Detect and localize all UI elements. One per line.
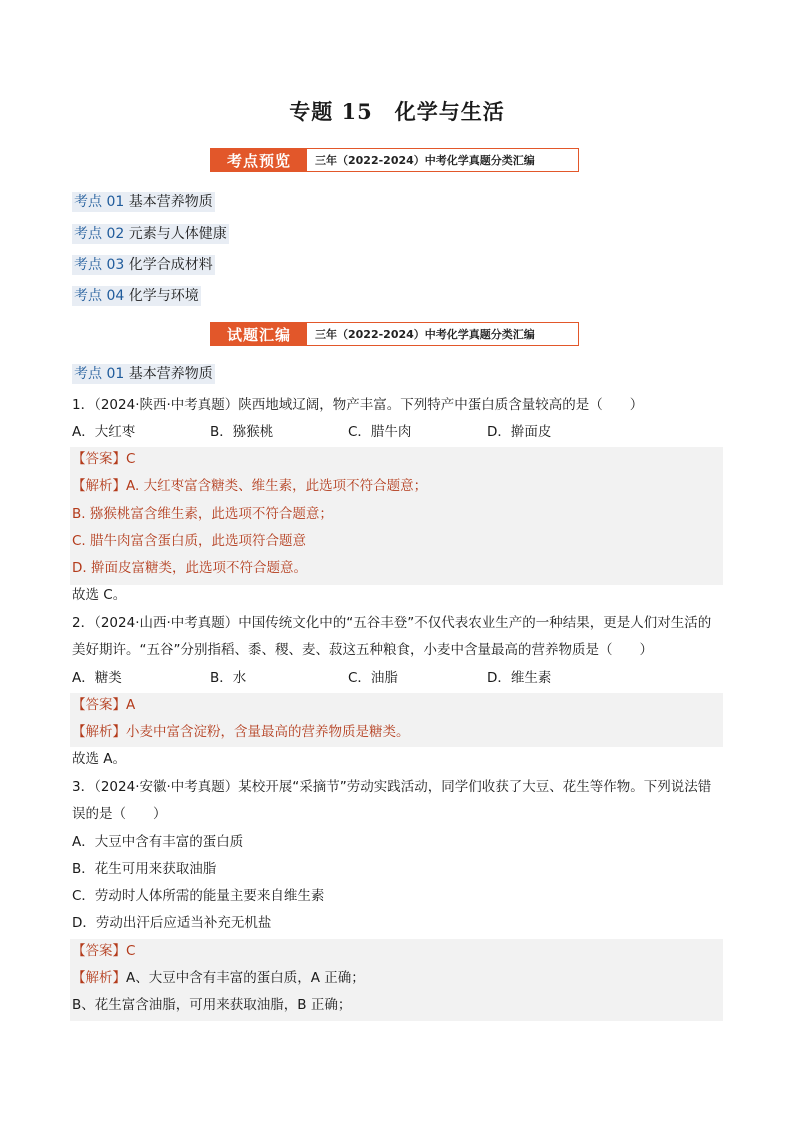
q2-answer — [72, 694, 135, 716]
banner-tag: 考点预览 — [211, 149, 307, 171]
q1-analysis-1 — [72, 475, 427, 497]
q2-stem-line2: 美好期许。“五谷”分别指稻、黍、稷、麦、菽这五种粮食，小麦中含量最高的营养物质是（ ） — [72, 642, 653, 658]
q3-option-b: B．花生可用来获取油脂 — [72, 861, 217, 877]
analysis-text: 小麦中富含淀粉，含量最高的营养物质是糖类。 — [126, 724, 410, 740]
q1-conclusion: 故选 C。 — [72, 587, 127, 603]
q2-option-b: B．水 — [210, 670, 247, 686]
q3-analysis-2: B、花生富含油脂，可用来获取油脂，B 正确； — [72, 997, 352, 1013]
answer-value: C — [126, 451, 136, 467]
analysis-text: A、大豆中含有丰富的蛋白质，A 正确； — [126, 970, 365, 986]
item-prefix: 考点 04 — [74, 288, 125, 304]
item-name: 化学与环境 — [128, 288, 199, 304]
item-name: 化学合成材料 — [128, 257, 213, 273]
q1-option-b: B．猕猴桃 — [210, 424, 274, 440]
q3-analysis-1 — [72, 967, 365, 989]
q2-conclusion: 故选 A。 — [72, 751, 127, 767]
q3-option-c: C．劳动时人体所需的能量主要来自维生素 — [72, 888, 325, 904]
q1-analysis-4: D. 擀面皮富糖类，此选项不符合题意。 — [72, 560, 307, 576]
overview-item-2[interactable] — [72, 224, 229, 244]
q3-option-d: D．劳动出汗后应适当补充无机盐 — [72, 915, 272, 931]
answer-label: 【答案】 — [72, 943, 126, 959]
q2-option-c: C．油脂 — [348, 670, 398, 686]
item-prefix: 考点 02 — [74, 226, 125, 242]
analysis-label: 【解析】 — [72, 724, 126, 740]
overview-item-3[interactable] — [72, 255, 215, 275]
q3-answer — [72, 940, 135, 962]
item-prefix: 考点 03 — [74, 257, 125, 273]
overview-item-1[interactable] — [72, 192, 215, 212]
banner-subtitle: 三年（2022-2024）中考化学真题分类汇编 — [315, 328, 535, 341]
q2-stem-line1: 2．（2024·山西·中考真题）中国传统文化中的“五谷丰登”不仅代表农业生产的一种结果，更是人们对生活的 — [72, 615, 712, 631]
analysis-label: 【解析】 — [72, 478, 126, 494]
banner-questions — [210, 322, 579, 346]
q1-option-c: C．腊牛肉 — [348, 424, 412, 440]
answer-label: 【答案】 — [72, 697, 126, 713]
q1-option-a: A．大红枣 — [72, 424, 136, 440]
banner-overview — [210, 148, 579, 172]
q1-option-d: D．擀面皮 — [487, 424, 552, 440]
banner-subtitle: 三年（2022-2024）中考化学真题分类汇编 — [315, 154, 535, 167]
q1-answer — [72, 448, 135, 470]
item-name: 元素与人体健康 — [128, 226, 227, 242]
analysis-text: A. 大红枣富含糖类、维生素，此选项不符合题意； — [126, 478, 428, 494]
q1-stem: 1．（2024·陕西·中考真题）陕西地域辽阔，物产丰富。下列特产中蛋白质含量较高的是（ ） — [72, 397, 644, 413]
q2-option-d: D．维生素 — [487, 670, 552, 686]
q3-stem-line1: 3．（2024·安徽·中考真题）某校开展“采摘节”劳动实践活动，同学们收获了大豆、花生等作物。下列说法错 — [72, 779, 712, 795]
q3-stem-line2: 误的是（ ） — [72, 806, 167, 822]
q2-analysis — [72, 721, 410, 743]
q2-option-a: A．糖类 — [72, 670, 122, 686]
answer-value: C — [126, 943, 136, 959]
answer-label: 【答案】 — [72, 451, 126, 467]
analysis-label: 【解析】 — [72, 970, 126, 986]
section-heading — [72, 364, 215, 384]
q1-analysis-3: C. 腊牛肉富含蛋白质，此选项符合题意 — [72, 533, 307, 549]
section-prefix: 考点 01 — [74, 366, 125, 382]
answer-value: A — [126, 697, 136, 713]
item-name: 基本营养物质 — [128, 194, 213, 210]
banner-tag: 试题汇编 — [211, 323, 307, 345]
item-prefix: 考点 01 — [74, 194, 125, 210]
q1-analysis-2: B. 猕猴桃富含维生素，此选项不符合题意； — [72, 506, 333, 522]
q3-option-a: A．大豆中含有丰富的蛋白质 — [72, 834, 244, 850]
page-title: 专题 15 化学与生活 — [289, 99, 505, 124]
section-name: 基本营养物质 — [128, 366, 213, 382]
overview-item-4[interactable] — [72, 286, 201, 306]
